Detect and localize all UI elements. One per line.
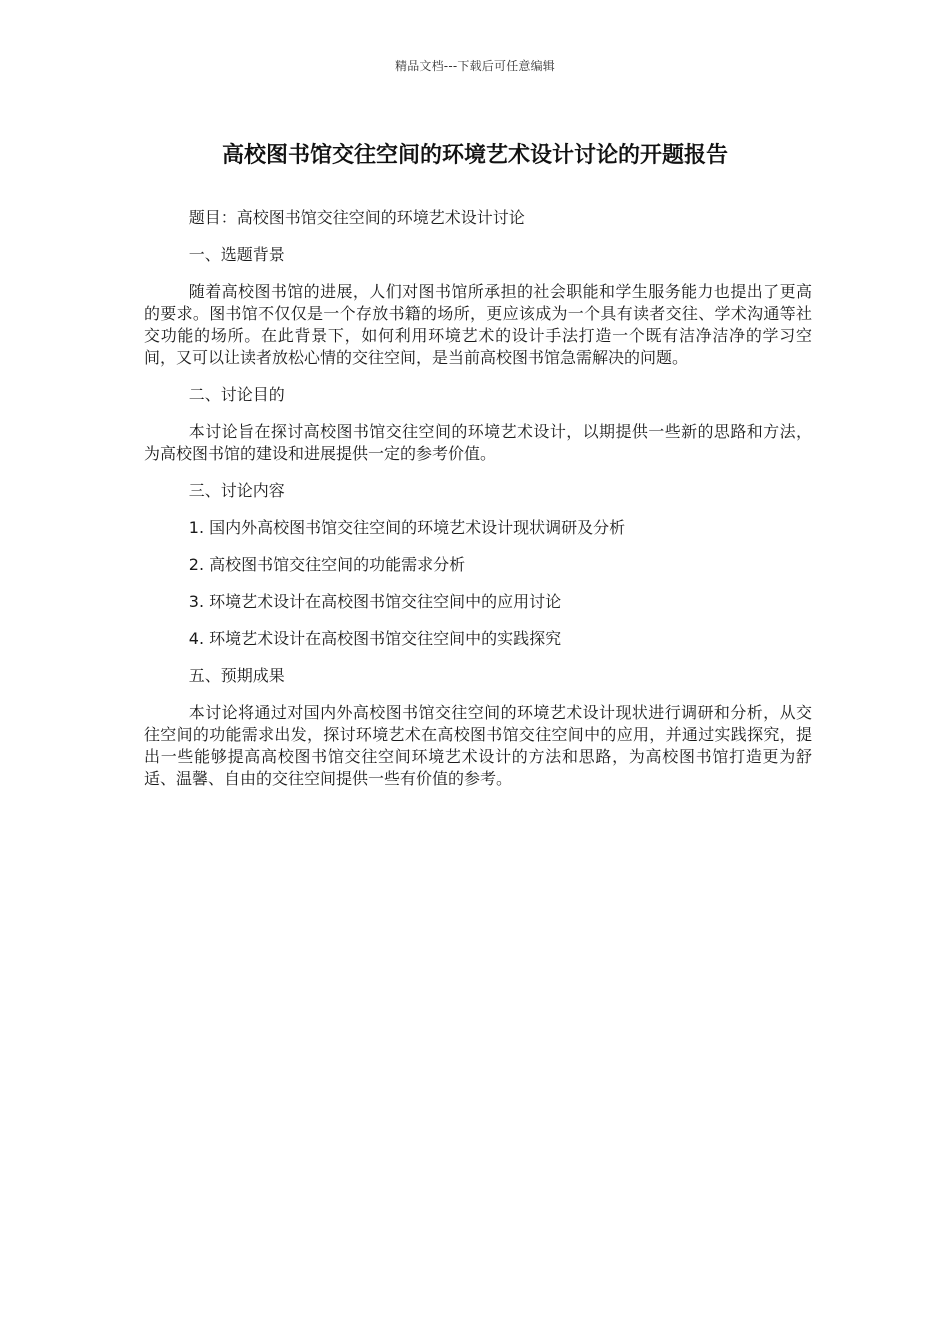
list-item: 4. 环境艺术设计在高校图书馆交往空间中的实践探究 [188, 629, 562, 648]
section-heading-purpose: 二、讨论目的 [188, 385, 285, 404]
paragraph-purpose: 本讨论旨在探讨高校图书馆交往空间的环境艺术设计，以期提供一些新的思路和方法，为高校图书馆的建设和进展提供一定的参考价值。 [144, 422, 812, 463]
section-heading-outcomes: 五、预期成果 [188, 666, 285, 685]
section-heading-background: 一、选题背景 [188, 245, 285, 264]
list-item: 3. 环境艺术设计在高校图书馆交往空间中的应用讨论 [188, 592, 562, 611]
paragraph-outcomes: 本讨论将通过对国内外高校图书馆交往空间的环境艺术设计现状进行调研和分析，从交往空间的功能需求出发，探讨环境艺术在高校图书馆交往空间中的应用，并通过实践探究，提出一些能够提高高校图书馆交往空间环境艺术设计的方法和思路，为高校图书馆打造更为舒适、温馨、自由的交往空间提供一些有价值的参考。 [144, 703, 812, 788]
paragraph-background: 随着高校图书馆的进展，人们对图书馆所承担的社会职能和学生服务能力也提出了更高的要求。图书馆不仅仅是一个存放书籍的场所，更应该成为一个具有读者交往、学术沟通等社交功能的场所。在此背景下，如何利用环境艺术的设计手法打造一个既有洁净洁净的学习空间，又可以让读者放松心情的交往空间，是当前高校图书馆急需解决的问题。 [144, 282, 812, 367]
list-item: 2. 高校图书馆交往空间的功能需求分析 [188, 555, 466, 574]
section-heading-content: 三、讨论内容 [188, 481, 285, 500]
topic-line: 题目：高校图书馆交往空间的环境艺术设计讨论 [188, 208, 525, 227]
document-title: 高校图书馆交往空间的环境艺术设计讨论的开题报告 [221, 143, 728, 168]
document-body [144, 207, 812, 805]
list-item: 1. 国内外高校图书馆交往空间的环境艺术设计现状调研及分析 [188, 518, 626, 537]
header-note: 精品文档---下载后可任意编辑 [395, 59, 555, 73]
